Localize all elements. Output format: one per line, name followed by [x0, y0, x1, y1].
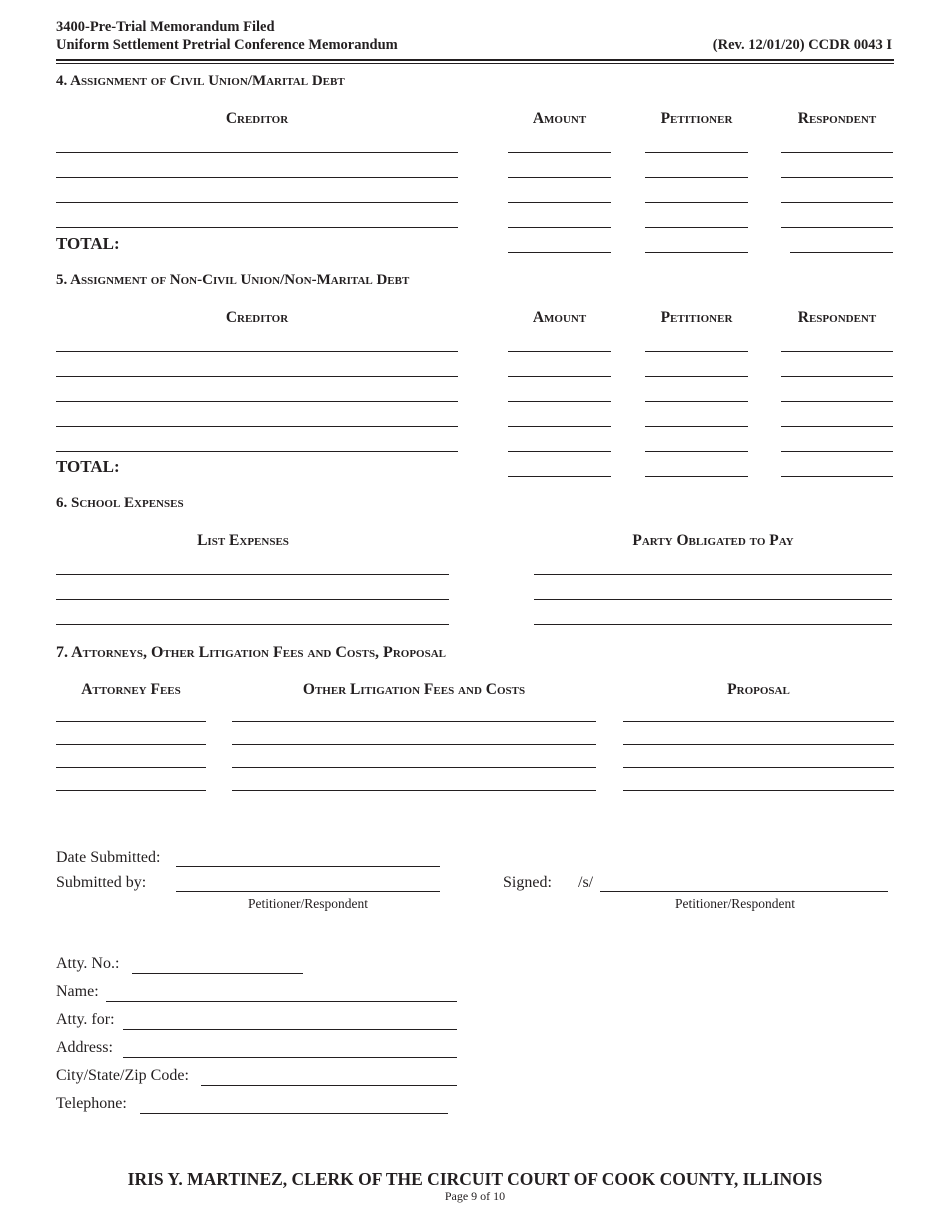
petitioner-header: Petitioner — [660, 110, 733, 127]
attorney-fees-field[interactable] — [56, 721, 206, 722]
respondent-field[interactable] — [781, 152, 893, 153]
atty-no-field[interactable] — [132, 973, 303, 974]
amount-field[interactable] — [508, 426, 611, 427]
total-respondent-field[interactable] — [790, 252, 893, 253]
attorney-fees-field[interactable] — [56, 790, 206, 791]
section-4-title: 4. Assignment of Civil Union/Marital Debt — [56, 73, 345, 89]
header-rule — [56, 59, 894, 61]
amount-field[interactable] — [508, 152, 611, 153]
creditor-field[interactable] — [56, 426, 458, 427]
respondent-header: Respondent — [797, 110, 877, 127]
address-field[interactable] — [123, 1057, 457, 1058]
amount-header: Amount — [532, 309, 587, 326]
other-fees-field[interactable] — [232, 790, 596, 791]
respondent-field[interactable] — [781, 476, 893, 477]
other-fees-field[interactable] — [232, 721, 596, 722]
proposal-field[interactable] — [623, 790, 894, 791]
form-title: 3400-Pre-Trial Memorandum Filed — [56, 19, 275, 35]
signed-caption: Petitioner/Respondent — [675, 896, 795, 911]
petitioner-field[interactable] — [645, 202, 748, 203]
submitted-by-label: Submitted by: — [56, 874, 147, 891]
atty-no-label: Atty. No.: — [56, 955, 120, 972]
creditor-field[interactable] — [56, 177, 458, 178]
amount-field[interactable] — [508, 451, 611, 452]
submitted-by-caption: Petitioner/Respondent — [248, 896, 368, 911]
revision-code: (Rev. 12/01/20) CCDR 0043 I — [712, 37, 892, 53]
form-subtitle: Uniform Settlement Pretrial Conference Memorandum — [56, 37, 398, 53]
party-obligated-field[interactable] — [534, 599, 892, 600]
section-4-total-label: TOTAL: — [56, 234, 120, 253]
respondent-field[interactable] — [781, 227, 893, 228]
party-obligated-field[interactable] — [534, 574, 892, 575]
petitioner-field[interactable] — [645, 376, 748, 377]
city-state-zip-label: City/State/Zip Code: — [56, 1067, 189, 1084]
respondent-field[interactable] — [781, 177, 893, 178]
amount-field[interactable] — [508, 227, 611, 228]
list-expenses-header: List Expenses — [197, 532, 289, 549]
header-rule-thin — [56, 63, 894, 64]
proposal-field[interactable] — [623, 721, 894, 722]
proposal-header: Proposal — [727, 681, 790, 698]
creditor-field[interactable] — [56, 152, 458, 153]
respondent-header: Respondent — [797, 309, 877, 326]
petitioner-header: Petitioner — [660, 309, 733, 326]
petitioner-field[interactable] — [645, 401, 748, 402]
other-fees-field[interactable] — [232, 767, 596, 768]
respondent-field[interactable] — [781, 401, 893, 402]
date-submitted-label: Date Submitted: — [56, 849, 161, 866]
section-5-total-label: TOTAL: — [56, 457, 120, 476]
address-label: Address: — [56, 1039, 113, 1056]
attorney-fees-field[interactable] — [56, 744, 206, 745]
signed-label: Signed: — [503, 874, 552, 891]
petitioner-field[interactable] — [645, 451, 748, 452]
proposal-field[interactable] — [623, 744, 894, 745]
name-field[interactable] — [106, 1001, 457, 1002]
amount-field[interactable] — [508, 376, 611, 377]
creditor-header: Creditor — [225, 110, 289, 127]
creditor-field[interactable] — [56, 376, 458, 377]
petitioner-field[interactable] — [645, 426, 748, 427]
expense-field[interactable] — [56, 574, 449, 575]
party-obligated-field[interactable] — [534, 624, 892, 625]
creditor-field[interactable] — [56, 451, 458, 452]
petitioner-field[interactable] — [645, 227, 748, 228]
total-petitioner-field[interactable] — [645, 252, 748, 253]
respondent-field[interactable] — [781, 376, 893, 377]
name-label: Name: — [56, 983, 99, 1000]
respondent-field[interactable] — [781, 426, 893, 427]
city-state-zip-field[interactable] — [201, 1085, 457, 1086]
other-fees-header: Other Litigation Fees and Costs — [302, 681, 526, 698]
attorney-fees-field[interactable] — [56, 767, 206, 768]
page-number: Page 9 of 10 — [444, 1189, 506, 1203]
amount-header: Amount — [532, 110, 587, 127]
section-7-title: 7. Attorneys, Other Litigation Fees and Costs, Proposal — [56, 644, 447, 661]
petitioner-field[interactable] — [645, 351, 748, 352]
amount-field[interactable] — [508, 351, 611, 352]
proposal-field[interactable] — [623, 767, 894, 768]
signature-field[interactable] — [600, 891, 888, 892]
date-submitted-field[interactable] — [176, 866, 440, 867]
telephone-label: Telephone: — [56, 1095, 127, 1112]
amount-field[interactable] — [508, 202, 611, 203]
respondent-field[interactable] — [781, 451, 893, 452]
creditor-field[interactable] — [56, 351, 458, 352]
section-5-title: 5. Assignment of Non-Civil Union/Non-Marital Debt — [56, 272, 410, 288]
clerk-footer: IRIS Y. MARTINEZ, CLERK OF THE CIRCUIT COURT OF COOK COUNTY, ILLINOIS — [127, 1169, 823, 1189]
signed-prefix: /s/ — [578, 874, 594, 891]
creditor-header: Creditor — [225, 309, 289, 326]
petitioner-field[interactable] — [645, 177, 748, 178]
expense-field[interactable] — [56, 599, 449, 600]
amount-field[interactable] — [508, 476, 611, 477]
creditor-field[interactable] — [56, 227, 458, 228]
creditor-field[interactable] — [56, 202, 458, 203]
amount-field[interactable] — [508, 401, 611, 402]
telephone-field[interactable] — [140, 1113, 448, 1114]
respondent-field[interactable] — [781, 202, 893, 203]
party-obligated-header: Party Obligated to Pay — [632, 532, 794, 549]
expense-field[interactable] — [56, 624, 449, 625]
other-fees-field[interactable] — [232, 744, 596, 745]
amount-field[interactable] — [508, 177, 611, 178]
creditor-field[interactable] — [56, 401, 458, 402]
atty-for-label: Atty. for: — [56, 1011, 115, 1028]
petitioner-field[interactable] — [645, 476, 748, 477]
petitioner-field[interactable] — [645, 152, 748, 153]
attorney-fees-header: Attorney Fees — [81, 681, 181, 698]
section-6-title: 6. School Expenses — [56, 495, 184, 511]
atty-for-field[interactable] — [123, 1029, 457, 1030]
respondent-field[interactable] — [781, 351, 893, 352]
submitted-by-field[interactable] — [176, 891, 440, 892]
total-amount-field[interactable] — [508, 252, 611, 253]
